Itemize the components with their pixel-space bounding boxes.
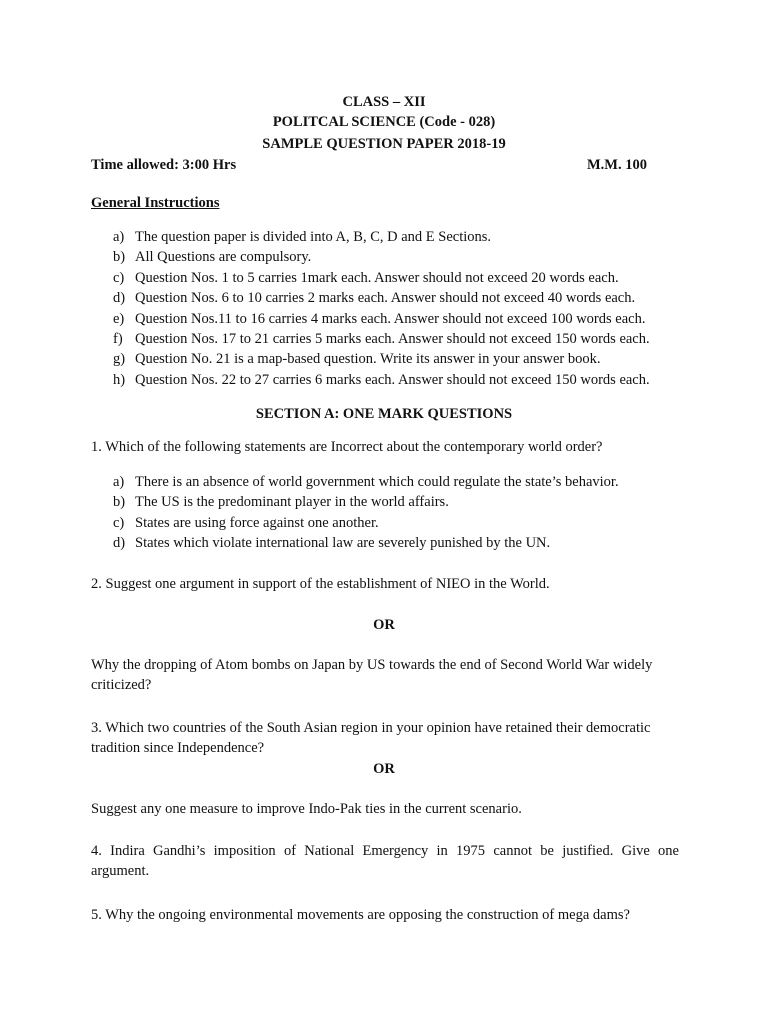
question-2-or: OR <box>373 617 395 633</box>
question-3: 3. Which two countries of the South Asian region in your opinion have retained their democratic tradition since Independence? <box>91 720 651 756</box>
max-marks: M.M. 100 <box>587 157 647 173</box>
time-allowed: Time allowed: 3:00 Hrs <box>91 157 237 173</box>
question-3-alternative: Suggest any one measure to improve Indo-Pak ties in the current scenario. <box>91 801 522 817</box>
list-item: g) Question No. 21 is a map-based question. Write its answer in your answer book. <box>113 351 601 367</box>
question-4: 4. Indira Gandhi’s imposition of National Emergency in 1975 cannot be justified. Give one argument. <box>91 843 679 879</box>
option-b: b) The US is the predominant player in the world affairs. <box>113 494 449 510</box>
list-item: b) All Questions are compulsory. <box>113 249 312 265</box>
paper-title: SAMPLE QUESTION PAPER 2018-19 <box>262 136 506 152</box>
subject-title: POLITCAL SCIENCE (Code - 028) <box>272 114 496 130</box>
question-2: 2. Suggest one argument in support of the establishment of NIEO in the World. <box>91 576 550 592</box>
question-3-or: OR <box>373 761 395 777</box>
section-a-heading: SECTION A: ONE MARK QUESTIONS <box>255 406 513 422</box>
list-item: h) Question Nos. 22 to 27 carries 6 marks each. Answer should not exceed 150 words each. <box>113 372 650 388</box>
list-item: a) The question paper is divided into A, B, C, D and E Sections. <box>113 229 492 245</box>
question-1: 1. Which of the following statements are Incorrect about the contemporary world order? <box>91 439 603 455</box>
question-5: 5. Why the ongoing environmental movements are opposing the construction of mega dams? <box>91 907 630 923</box>
option-a: a) There is an absence of world government which could regulate the state’s behavior. <box>113 474 619 490</box>
list-item: f) Question Nos. 17 to 21 carries 5 marks each. Answer should not exceed 150 words each. <box>113 331 650 347</box>
list-item: d) Question Nos. 6 to 10 carries 2 marks each. Answer should not exceed 40 words each. <box>113 290 636 306</box>
question-2-alternative: Why the dropping of Atom bombs on Japan by US towards the end of Second World War widely criticized? <box>91 657 653 693</box>
option-d: d) States which violate international law are severely punished by the UN. <box>113 535 551 551</box>
list-item: e) Question Nos.11 to 16 carries 4 marks each. Answer should not exceed 100 words each. <box>113 311 646 327</box>
option-c: c) States are using force against one another. <box>113 515 379 531</box>
class-title: CLASS – XII <box>342 94 426 110</box>
list-item: c) Question Nos. 1 to 5 carries 1mark each. Answer should not exceed 20 words each. <box>113 270 619 286</box>
instructions-heading: General Instructions <box>91 195 220 211</box>
